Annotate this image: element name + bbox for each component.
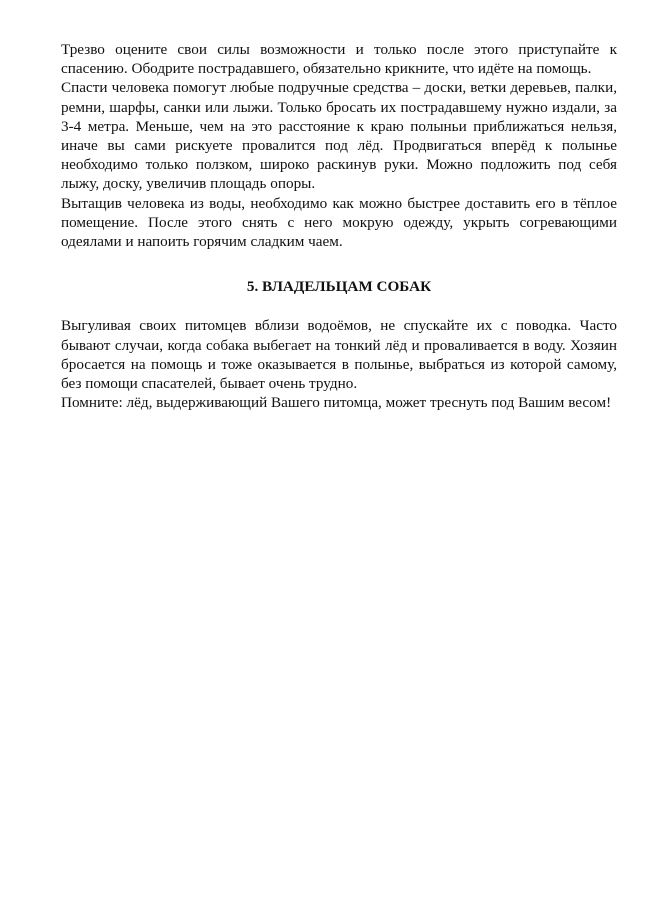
document-page (61, 40, 617, 412)
paragraph-dog-warning: Помните: лёд, выдерживающий Вашего питомца, может треснуть под Вашим весом! (61, 394, 612, 412)
paragraph-dog-leash: Выгуливая своих питомцев вблизи водоёмов, не спускайте их с поводка. Часто бывают случаи, когда собака выбегает на тонкий лёд и проваливается в воду. Хозяин бросается на помощь и тоже оказывается в полынье, выбраться из которой самому, без помощи спасателей, бывает очень трудно. (61, 317, 617, 393)
section-heading-dog-owners: 5. ВЛАДЕЛЬЦАМ СОБАК (246, 278, 432, 296)
paragraph-assess-strength: Трезво оцените свои силы возможности и только после этого приступайте к спасению. Ободрите пострадавшего, обязательно крикните, что идёте на помощь. (61, 41, 617, 78)
paragraph-after-rescue: Вытащив человека из воды, необходимо как можно быстрее доставить его в тёплое помещение. После этого снять с него мокрую одежду, укрыть согревающими одеялами и напоить горячим сладким чаем. (61, 194, 617, 251)
paragraph-rescue-tools: Спасти человека помогут любые подручные средства – доски, ветки деревьев, палки, ремни, шарфы, санки или лыжи. Только бросать их пострадавшему нужно издали, за 3-4 метра. Меньше, чем на это расстояние к краю полыньи приближаться нельзя, иначе вы сами рискуете провалится под лёд. Продвигаться вперёд к полынье необходимо только ползком, широко раскинув руки. Можно подложить под себя лыжу, доску, увеличив площадь опоры. (61, 79, 617, 193)
